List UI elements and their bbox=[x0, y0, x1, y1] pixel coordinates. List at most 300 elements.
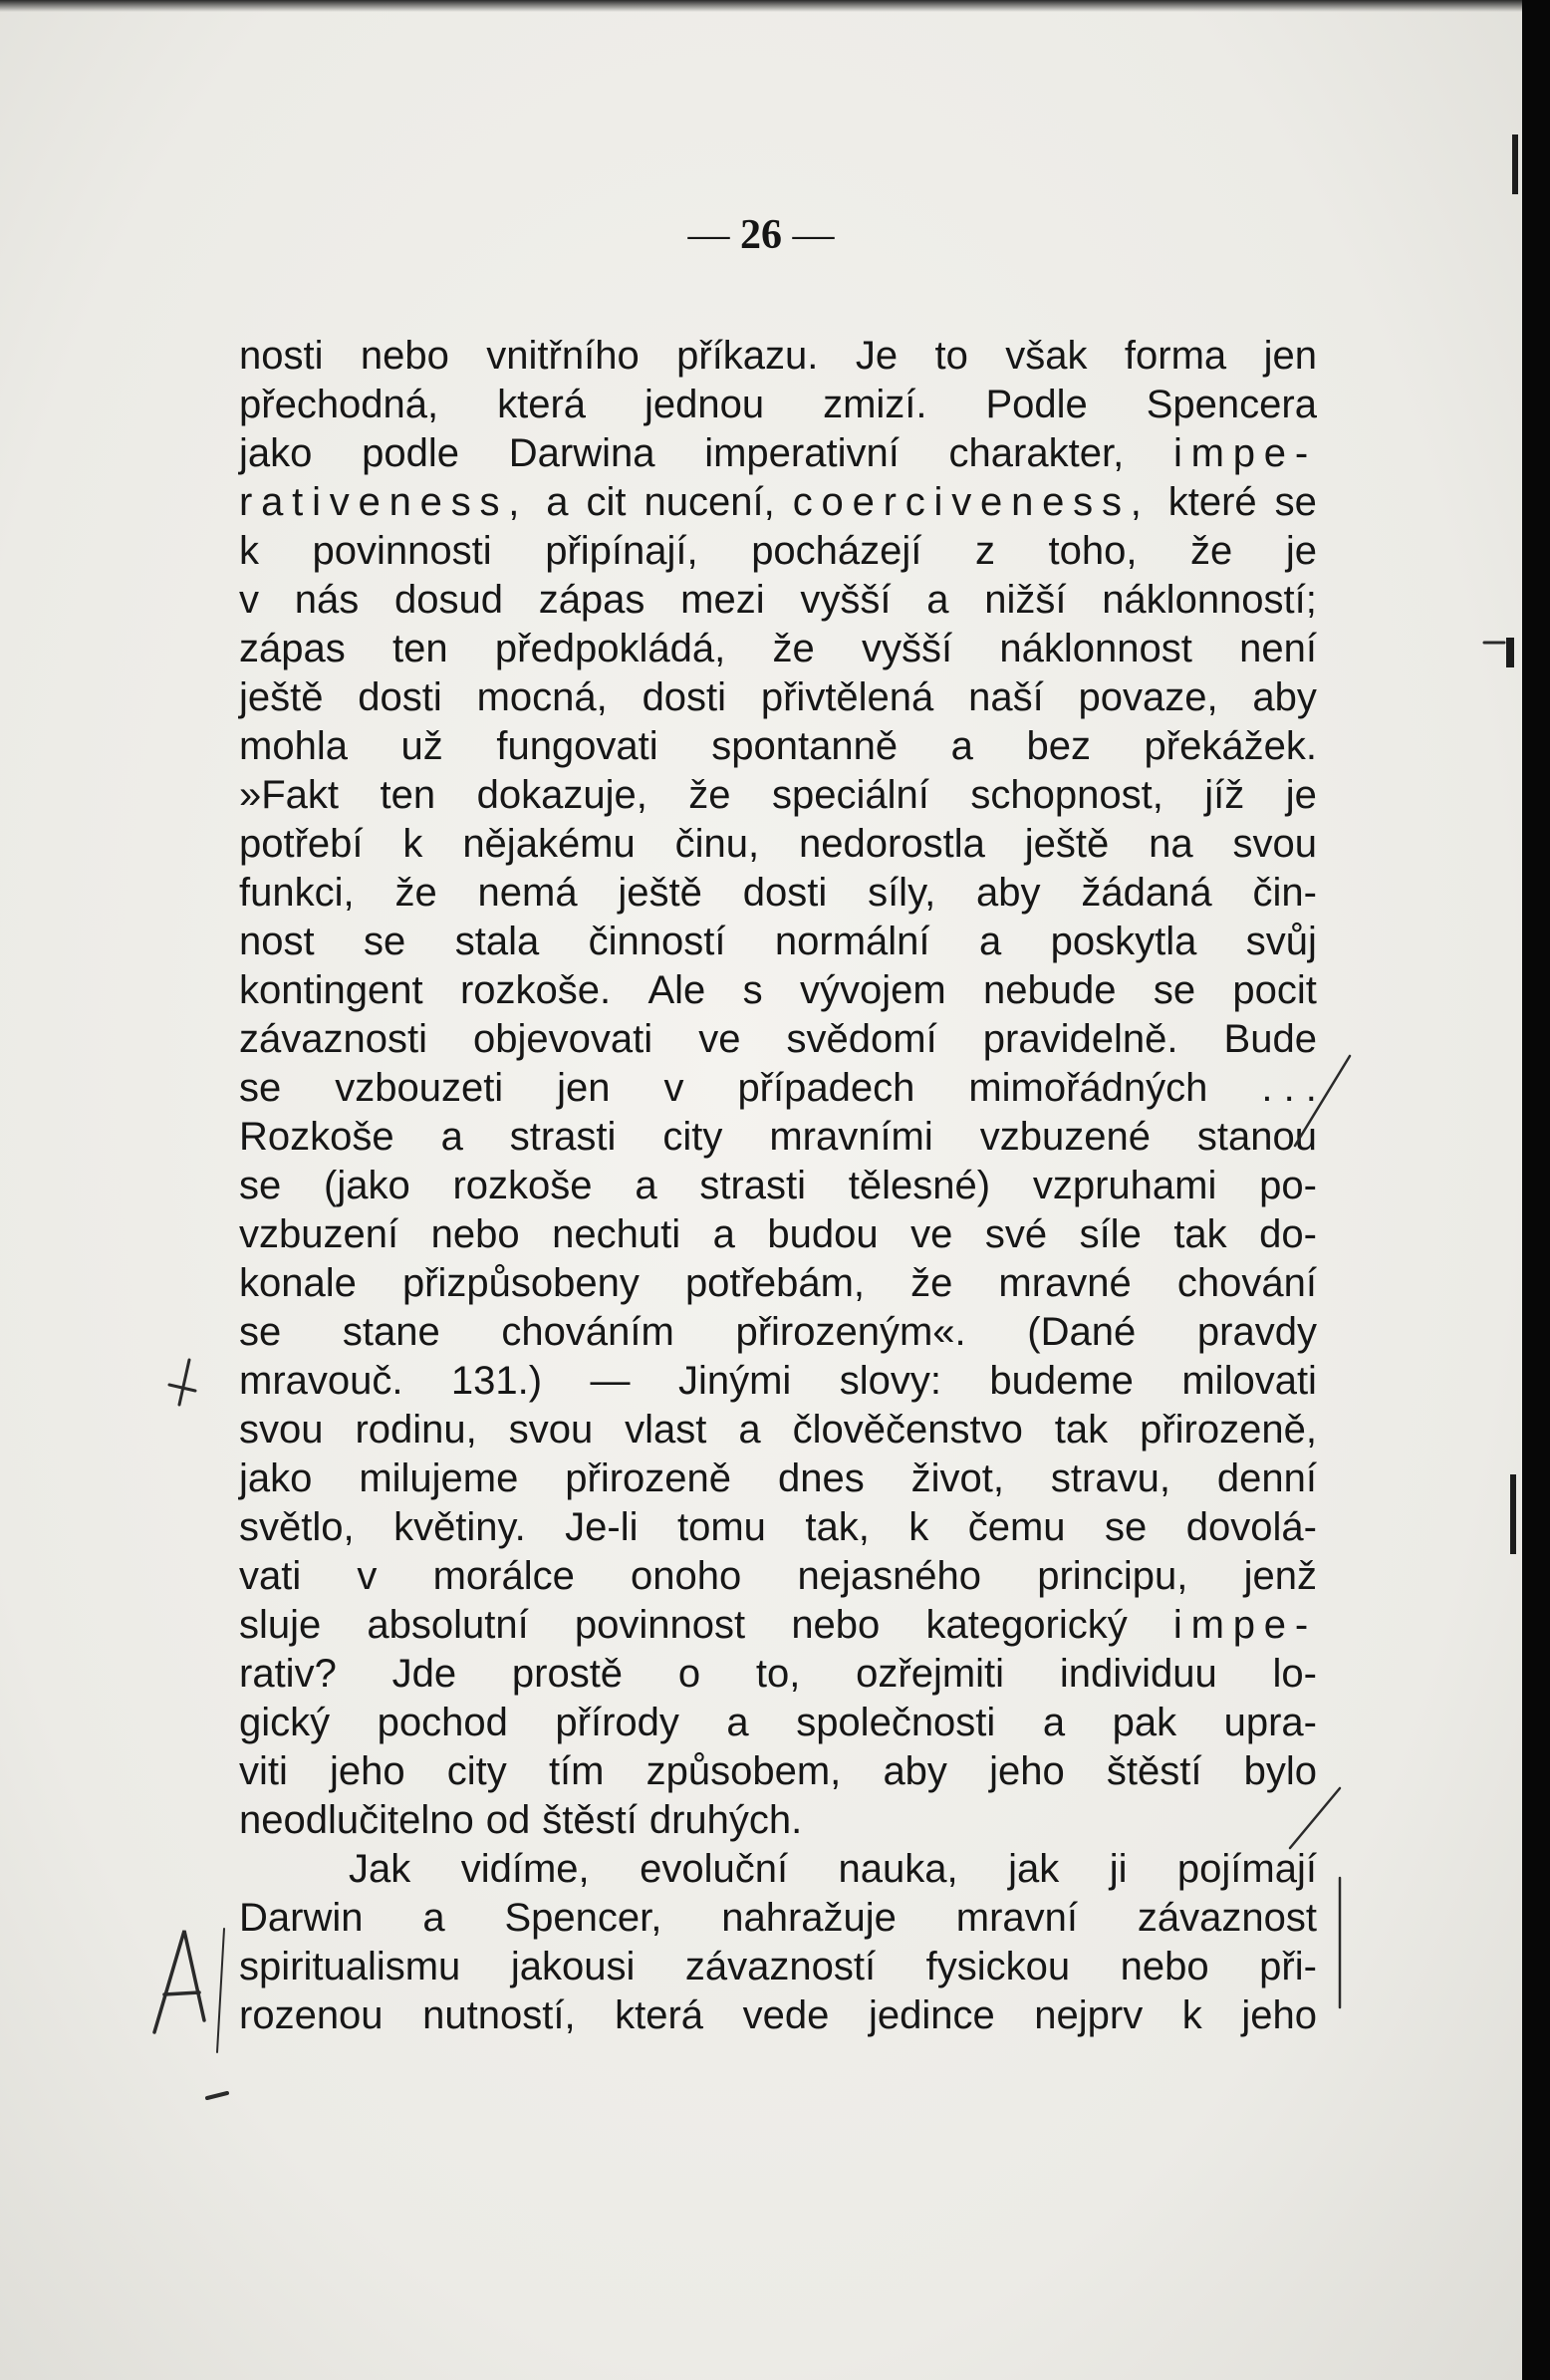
word: spiritualismu bbox=[239, 1945, 461, 1988]
word: svou bbox=[1232, 822, 1317, 866]
word: Darwina bbox=[508, 431, 655, 475]
word: nosti bbox=[239, 334, 324, 378]
word: budeme bbox=[989, 1359, 1134, 1403]
word: přechodná, bbox=[239, 383, 439, 426]
word: a bbox=[978, 920, 1002, 963]
word: jako bbox=[239, 1456, 313, 1500]
word: ve bbox=[910, 1212, 953, 1256]
word: nedorostla bbox=[799, 822, 985, 866]
word: strasti bbox=[699, 1164, 807, 1207]
word: dosud bbox=[393, 578, 503, 622]
word: vidíme, bbox=[460, 1847, 590, 1891]
word: aby bbox=[1252, 675, 1317, 719]
margin-a-mark bbox=[154, 1931, 204, 2032]
word: to bbox=[934, 334, 968, 378]
word: milujeme bbox=[359, 1456, 519, 1500]
word: stala bbox=[454, 920, 540, 963]
word: povaze, bbox=[1078, 675, 1218, 719]
word: k bbox=[239, 529, 259, 573]
word: morálce bbox=[432, 1554, 575, 1598]
word: vyšší bbox=[861, 627, 953, 670]
word: světlo, bbox=[239, 1505, 355, 1549]
word: mocná, bbox=[476, 675, 608, 719]
word: aby bbox=[883, 1749, 947, 1793]
word: mravouč. bbox=[239, 1359, 403, 1403]
word: že bbox=[772, 627, 815, 670]
text-line bbox=[239, 1162, 1317, 1210]
body-text bbox=[239, 332, 1317, 2040]
word: nějakému bbox=[462, 822, 636, 866]
word: dosti bbox=[358, 675, 442, 719]
word: denní bbox=[1216, 1456, 1317, 1500]
word: člověčenstvo bbox=[792, 1408, 1023, 1452]
word: přírody bbox=[555, 1701, 679, 1744]
word: od bbox=[485, 1798, 531, 1842]
word: náklonnost bbox=[999, 627, 1192, 670]
word: absolutní bbox=[367, 1603, 529, 1647]
word: přizpůsobeny bbox=[401, 1261, 640, 1305]
word: se bbox=[1153, 968, 1196, 1012]
word: a bbox=[635, 1164, 657, 1207]
word: vzbouzeti bbox=[335, 1066, 504, 1110]
word: a bbox=[1042, 1701, 1066, 1744]
word: mravní bbox=[955, 1896, 1078, 1940]
word: přirozeně bbox=[565, 1456, 732, 1500]
word: síly, bbox=[868, 871, 936, 915]
word: svou bbox=[239, 1408, 324, 1452]
word: sluje bbox=[239, 1603, 322, 1647]
word: kategorický bbox=[925, 1603, 1128, 1647]
word: se bbox=[1274, 480, 1317, 524]
word: druhých. bbox=[648, 1798, 803, 1842]
word: činu, bbox=[674, 822, 760, 866]
word: se bbox=[239, 1310, 282, 1354]
word: svědomí bbox=[786, 1017, 937, 1061]
word: — bbox=[590, 1359, 631, 1403]
word: přirozeně, bbox=[1140, 1408, 1317, 1452]
word: je bbox=[1285, 529, 1317, 573]
word: a bbox=[738, 1408, 761, 1452]
word: vnitřního bbox=[486, 334, 640, 378]
word: které bbox=[1167, 480, 1257, 524]
word: nucení, bbox=[644, 480, 775, 524]
word: jeho bbox=[1241, 1993, 1317, 2037]
word: přivtělená bbox=[760, 675, 934, 719]
word: ozřejmiti bbox=[856, 1652, 1005, 1696]
word: k bbox=[1181, 1993, 1202, 2037]
word: mimořádných bbox=[968, 1066, 1208, 1110]
word: toho, bbox=[1048, 529, 1138, 573]
word: se bbox=[239, 1066, 282, 1110]
text-line bbox=[239, 1943, 1317, 1991]
word: viti bbox=[239, 1749, 288, 1793]
word: nebo bbox=[360, 334, 449, 378]
word: pojímají bbox=[1176, 1847, 1317, 1891]
word: nahražuje bbox=[721, 1896, 897, 1940]
word: nost bbox=[239, 920, 315, 963]
word: ještě bbox=[239, 675, 324, 719]
word: květiny. bbox=[393, 1505, 526, 1549]
word: z bbox=[974, 529, 995, 573]
word: rozkoše bbox=[452, 1164, 593, 1207]
word: své bbox=[984, 1212, 1048, 1256]
text-line bbox=[239, 625, 1317, 673]
word: konale bbox=[239, 1261, 357, 1305]
word: po- bbox=[1259, 1164, 1317, 1207]
text-line bbox=[239, 1991, 1317, 2040]
margin-dash-bottom bbox=[207, 2093, 227, 2098]
word: tomu bbox=[676, 1505, 766, 1549]
word: a bbox=[726, 1701, 749, 1744]
word: závaznost bbox=[1137, 1896, 1317, 1940]
word: vede bbox=[742, 1993, 830, 2037]
text-line bbox=[239, 1210, 1317, 1259]
word: jako bbox=[239, 431, 313, 475]
right-border-fragment-2 bbox=[1506, 638, 1514, 667]
word: jeho bbox=[330, 1749, 405, 1793]
word: závazností bbox=[684, 1945, 877, 1988]
word: předpokládá, bbox=[494, 627, 726, 670]
word: nutností, bbox=[422, 1993, 576, 2037]
word: stanou bbox=[1196, 1115, 1317, 1159]
word: vzbuzení bbox=[239, 1212, 399, 1256]
margin-bracket bbox=[217, 1929, 224, 2052]
word: bylo bbox=[1243, 1749, 1317, 1793]
word: to, bbox=[755, 1652, 801, 1696]
word: chování bbox=[1176, 1261, 1317, 1305]
word: a bbox=[440, 1115, 463, 1159]
word: tak bbox=[1054, 1408, 1109, 1452]
word: jednou bbox=[645, 383, 765, 426]
word: zápas bbox=[239, 627, 346, 670]
word: nauka, bbox=[838, 1847, 958, 1891]
word: žádaná bbox=[1081, 871, 1212, 915]
word: Bude bbox=[1223, 1017, 1317, 1061]
text-line bbox=[239, 1894, 1317, 1943]
word: mravné bbox=[998, 1261, 1132, 1305]
word: onoho bbox=[631, 1554, 742, 1598]
text-line bbox=[239, 1747, 1317, 1796]
word: ten bbox=[392, 627, 448, 670]
word: společnosti bbox=[796, 1701, 996, 1744]
word: coerciveness, bbox=[792, 480, 1151, 524]
word: normální bbox=[774, 920, 930, 963]
word: Spencer, bbox=[504, 1896, 662, 1940]
word: naší bbox=[968, 675, 1044, 719]
word: zápas bbox=[538, 578, 646, 622]
word: štěstí bbox=[542, 1798, 638, 1842]
word: pak bbox=[1112, 1701, 1177, 1744]
word: překážek. bbox=[1144, 724, 1317, 768]
word: upra- bbox=[1223, 1701, 1317, 1744]
word: nás bbox=[294, 578, 360, 622]
word: není bbox=[1239, 627, 1317, 670]
word: je bbox=[1285, 773, 1317, 817]
word: a bbox=[926, 578, 949, 622]
word: vzpruhami bbox=[1032, 1164, 1217, 1207]
word: (jako bbox=[324, 1164, 410, 1207]
word: přirozeným«. bbox=[735, 1310, 966, 1354]
word: o bbox=[677, 1652, 701, 1696]
word: mravními bbox=[769, 1115, 933, 1159]
word: jakousi bbox=[510, 1945, 636, 1988]
text-line bbox=[239, 1552, 1317, 1601]
text-line bbox=[239, 1113, 1317, 1162]
word: potřebám, bbox=[684, 1261, 866, 1305]
word: už bbox=[400, 724, 443, 768]
word: Darwin bbox=[239, 1896, 364, 1940]
word: povinnosti bbox=[312, 529, 492, 573]
word: Spencera bbox=[1146, 383, 1317, 426]
word: milovati bbox=[1181, 1359, 1317, 1403]
word: fungovati bbox=[496, 724, 658, 768]
word: speciální bbox=[772, 773, 929, 817]
word: na bbox=[1149, 822, 1193, 866]
word: rativ? bbox=[239, 1652, 337, 1696]
word: charakter, bbox=[948, 431, 1125, 475]
word: k bbox=[908, 1505, 929, 1549]
word: při- bbox=[1259, 1945, 1317, 1988]
text-line bbox=[239, 869, 1317, 918]
word: však bbox=[1005, 334, 1088, 378]
word: v bbox=[239, 578, 259, 622]
text-line bbox=[239, 381, 1317, 429]
text-line bbox=[239, 576, 1317, 625]
word: podle bbox=[362, 431, 459, 475]
word: forma bbox=[1124, 334, 1227, 378]
text-line bbox=[239, 527, 1317, 576]
word: poskytla bbox=[1050, 920, 1197, 963]
word: objevovati bbox=[473, 1017, 653, 1061]
word: dosti bbox=[642, 675, 727, 719]
word: příkazu. bbox=[676, 334, 819, 378]
text-line bbox=[239, 1357, 1317, 1406]
word: a bbox=[950, 724, 973, 768]
word: jak bbox=[1008, 1847, 1060, 1891]
word: s bbox=[742, 968, 763, 1012]
word: impe- bbox=[1172, 431, 1317, 475]
word: vati bbox=[239, 1554, 302, 1598]
scan-right-edge bbox=[1522, 0, 1550, 2380]
word: se bbox=[239, 1164, 282, 1207]
word: city bbox=[662, 1115, 723, 1159]
text-line bbox=[239, 1308, 1317, 1357]
word: dnes bbox=[777, 1456, 865, 1500]
text-line bbox=[239, 722, 1317, 771]
page-number bbox=[0, 211, 1522, 259]
text-line bbox=[239, 1650, 1317, 1699]
text-line bbox=[239, 1015, 1317, 1064]
text-line bbox=[239, 1406, 1317, 1454]
text-line bbox=[239, 478, 1317, 527]
word: stravu, bbox=[1050, 1456, 1170, 1500]
text-line bbox=[239, 918, 1317, 966]
word: nejasného bbox=[797, 1554, 982, 1598]
word: a bbox=[546, 480, 569, 524]
word: . . . bbox=[1261, 1066, 1317, 1110]
word: Je bbox=[855, 334, 899, 378]
margin-mark-left-small bbox=[169, 1360, 195, 1405]
word: jedince bbox=[868, 1993, 995, 2037]
word: stane bbox=[342, 1310, 440, 1354]
word: k bbox=[402, 822, 423, 866]
word: nejprv bbox=[1034, 1993, 1144, 2037]
word: způsobem, bbox=[646, 1749, 842, 1793]
text-line bbox=[239, 429, 1317, 478]
word: spontanně bbox=[711, 724, 899, 768]
scan-top-edge bbox=[0, 0, 1522, 12]
word: že bbox=[688, 773, 731, 817]
word: aby bbox=[976, 871, 1041, 915]
word: Je-li bbox=[565, 1505, 639, 1549]
word: rativeness, bbox=[239, 480, 529, 524]
right-border-fragment-3 bbox=[1510, 1474, 1516, 1554]
word: jen bbox=[557, 1066, 611, 1110]
word: vývojem bbox=[799, 968, 946, 1012]
word: pochod bbox=[377, 1701, 508, 1744]
word: Podle bbox=[985, 383, 1088, 426]
text-line bbox=[239, 1503, 1317, 1552]
text-line bbox=[239, 771, 1317, 820]
word: štěstí bbox=[1106, 1749, 1202, 1793]
word: že bbox=[394, 871, 437, 915]
word: potřebí bbox=[239, 822, 364, 866]
word: připínají, bbox=[545, 529, 698, 573]
word: (Dané bbox=[1027, 1310, 1137, 1354]
word: tak, bbox=[805, 1505, 870, 1549]
word: Jinými bbox=[677, 1359, 792, 1403]
word: pravidelně. bbox=[982, 1017, 1178, 1061]
word: a bbox=[422, 1896, 445, 1940]
text-line bbox=[239, 1454, 1317, 1503]
page-number-dash-left: — bbox=[687, 212, 730, 258]
word: imperativní bbox=[704, 431, 900, 475]
word: tělesné) bbox=[848, 1164, 991, 1207]
word: fysickou bbox=[925, 1945, 1071, 1988]
word: se bbox=[1105, 1505, 1148, 1549]
word: pocházejí bbox=[751, 529, 922, 573]
word: schopnost, bbox=[970, 773, 1163, 817]
word: zmizí. bbox=[823, 383, 927, 426]
text-line bbox=[239, 820, 1317, 869]
text-line bbox=[239, 1064, 1317, 1113]
page-number-value: 26 bbox=[740, 212, 782, 258]
text-line bbox=[239, 673, 1317, 722]
word: ten bbox=[380, 773, 436, 817]
word: čemu bbox=[967, 1505, 1066, 1549]
word: a bbox=[712, 1212, 735, 1256]
word: ve bbox=[698, 1017, 741, 1061]
word: budou bbox=[767, 1212, 879, 1256]
word: city bbox=[446, 1749, 507, 1793]
text-line bbox=[239, 1699, 1317, 1747]
word: v bbox=[663, 1066, 684, 1110]
word: která bbox=[615, 1993, 704, 2037]
word: život, bbox=[910, 1456, 1004, 1500]
text-line bbox=[239, 332, 1317, 381]
word: čin- bbox=[1252, 871, 1317, 915]
word: mohla bbox=[239, 724, 348, 768]
word: Rozkoše bbox=[239, 1115, 394, 1159]
word: nižší bbox=[984, 578, 1067, 622]
word: prostě bbox=[511, 1652, 624, 1696]
text-line bbox=[239, 966, 1317, 1015]
word: závaznosti bbox=[239, 1017, 427, 1061]
word: vlast bbox=[625, 1408, 707, 1452]
word: v bbox=[357, 1554, 378, 1598]
word: do- bbox=[1259, 1212, 1317, 1256]
text-line bbox=[239, 1845, 1317, 1894]
word: gický bbox=[239, 1701, 331, 1744]
word: neodlučitelno bbox=[239, 1798, 474, 1842]
text-line bbox=[239, 1259, 1317, 1308]
word: individuu bbox=[1059, 1652, 1217, 1696]
word: nebude bbox=[983, 968, 1117, 1012]
word: síle bbox=[1079, 1212, 1142, 1256]
word: rodinu, bbox=[355, 1408, 477, 1452]
word: jíž bbox=[1204, 773, 1245, 817]
word: Jde bbox=[391, 1652, 457, 1696]
word: nebo bbox=[791, 1603, 881, 1647]
word: že bbox=[1190, 529, 1233, 573]
word: povinnost bbox=[574, 1603, 746, 1647]
word: nechuti bbox=[552, 1212, 681, 1256]
word: náklonností; bbox=[1102, 578, 1317, 622]
word: »Fakt bbox=[239, 773, 340, 817]
word: ještě bbox=[1024, 822, 1110, 866]
word: činností bbox=[588, 920, 726, 963]
word: dovolá- bbox=[1185, 1505, 1317, 1549]
right-border-fragment-1 bbox=[1512, 134, 1518, 194]
word: případech bbox=[737, 1066, 915, 1110]
text-line bbox=[239, 1796, 1317, 1845]
word: cit bbox=[586, 480, 627, 524]
page-number-dash-right: — bbox=[792, 212, 835, 258]
word: kontingent bbox=[239, 968, 423, 1012]
word: vzbuzené bbox=[979, 1115, 1151, 1159]
word: rozenou bbox=[239, 1993, 384, 2037]
word: vyšší bbox=[800, 578, 892, 622]
word: ještě bbox=[618, 871, 702, 915]
word: rozkoše. bbox=[459, 968, 612, 1012]
word: nebo bbox=[1120, 1945, 1209, 1988]
word: Ale bbox=[647, 968, 706, 1012]
word: funkci, bbox=[239, 871, 355, 915]
word: chováním bbox=[501, 1310, 674, 1354]
word: pocit bbox=[1232, 968, 1317, 1012]
word: jeho bbox=[989, 1749, 1065, 1793]
word: evoluční bbox=[640, 1847, 789, 1891]
word: která bbox=[497, 383, 587, 426]
word: nebo bbox=[430, 1212, 520, 1256]
word: mezi bbox=[680, 578, 765, 622]
word: 131.) bbox=[450, 1359, 543, 1403]
word: strasti bbox=[509, 1115, 617, 1159]
word: bez bbox=[1026, 724, 1091, 768]
word: že bbox=[910, 1261, 953, 1305]
word: pravdy bbox=[1196, 1310, 1317, 1354]
word: jen bbox=[1263, 334, 1317, 378]
word: slovy: bbox=[839, 1359, 941, 1403]
word: dokazuje, bbox=[476, 773, 647, 817]
word: nemá bbox=[477, 871, 578, 915]
word: Jak bbox=[349, 1847, 411, 1891]
word: dosti bbox=[742, 871, 828, 915]
word: se bbox=[364, 920, 406, 963]
word: jenž bbox=[1243, 1554, 1317, 1598]
word: lo- bbox=[1272, 1652, 1317, 1696]
word: svou bbox=[508, 1408, 594, 1452]
